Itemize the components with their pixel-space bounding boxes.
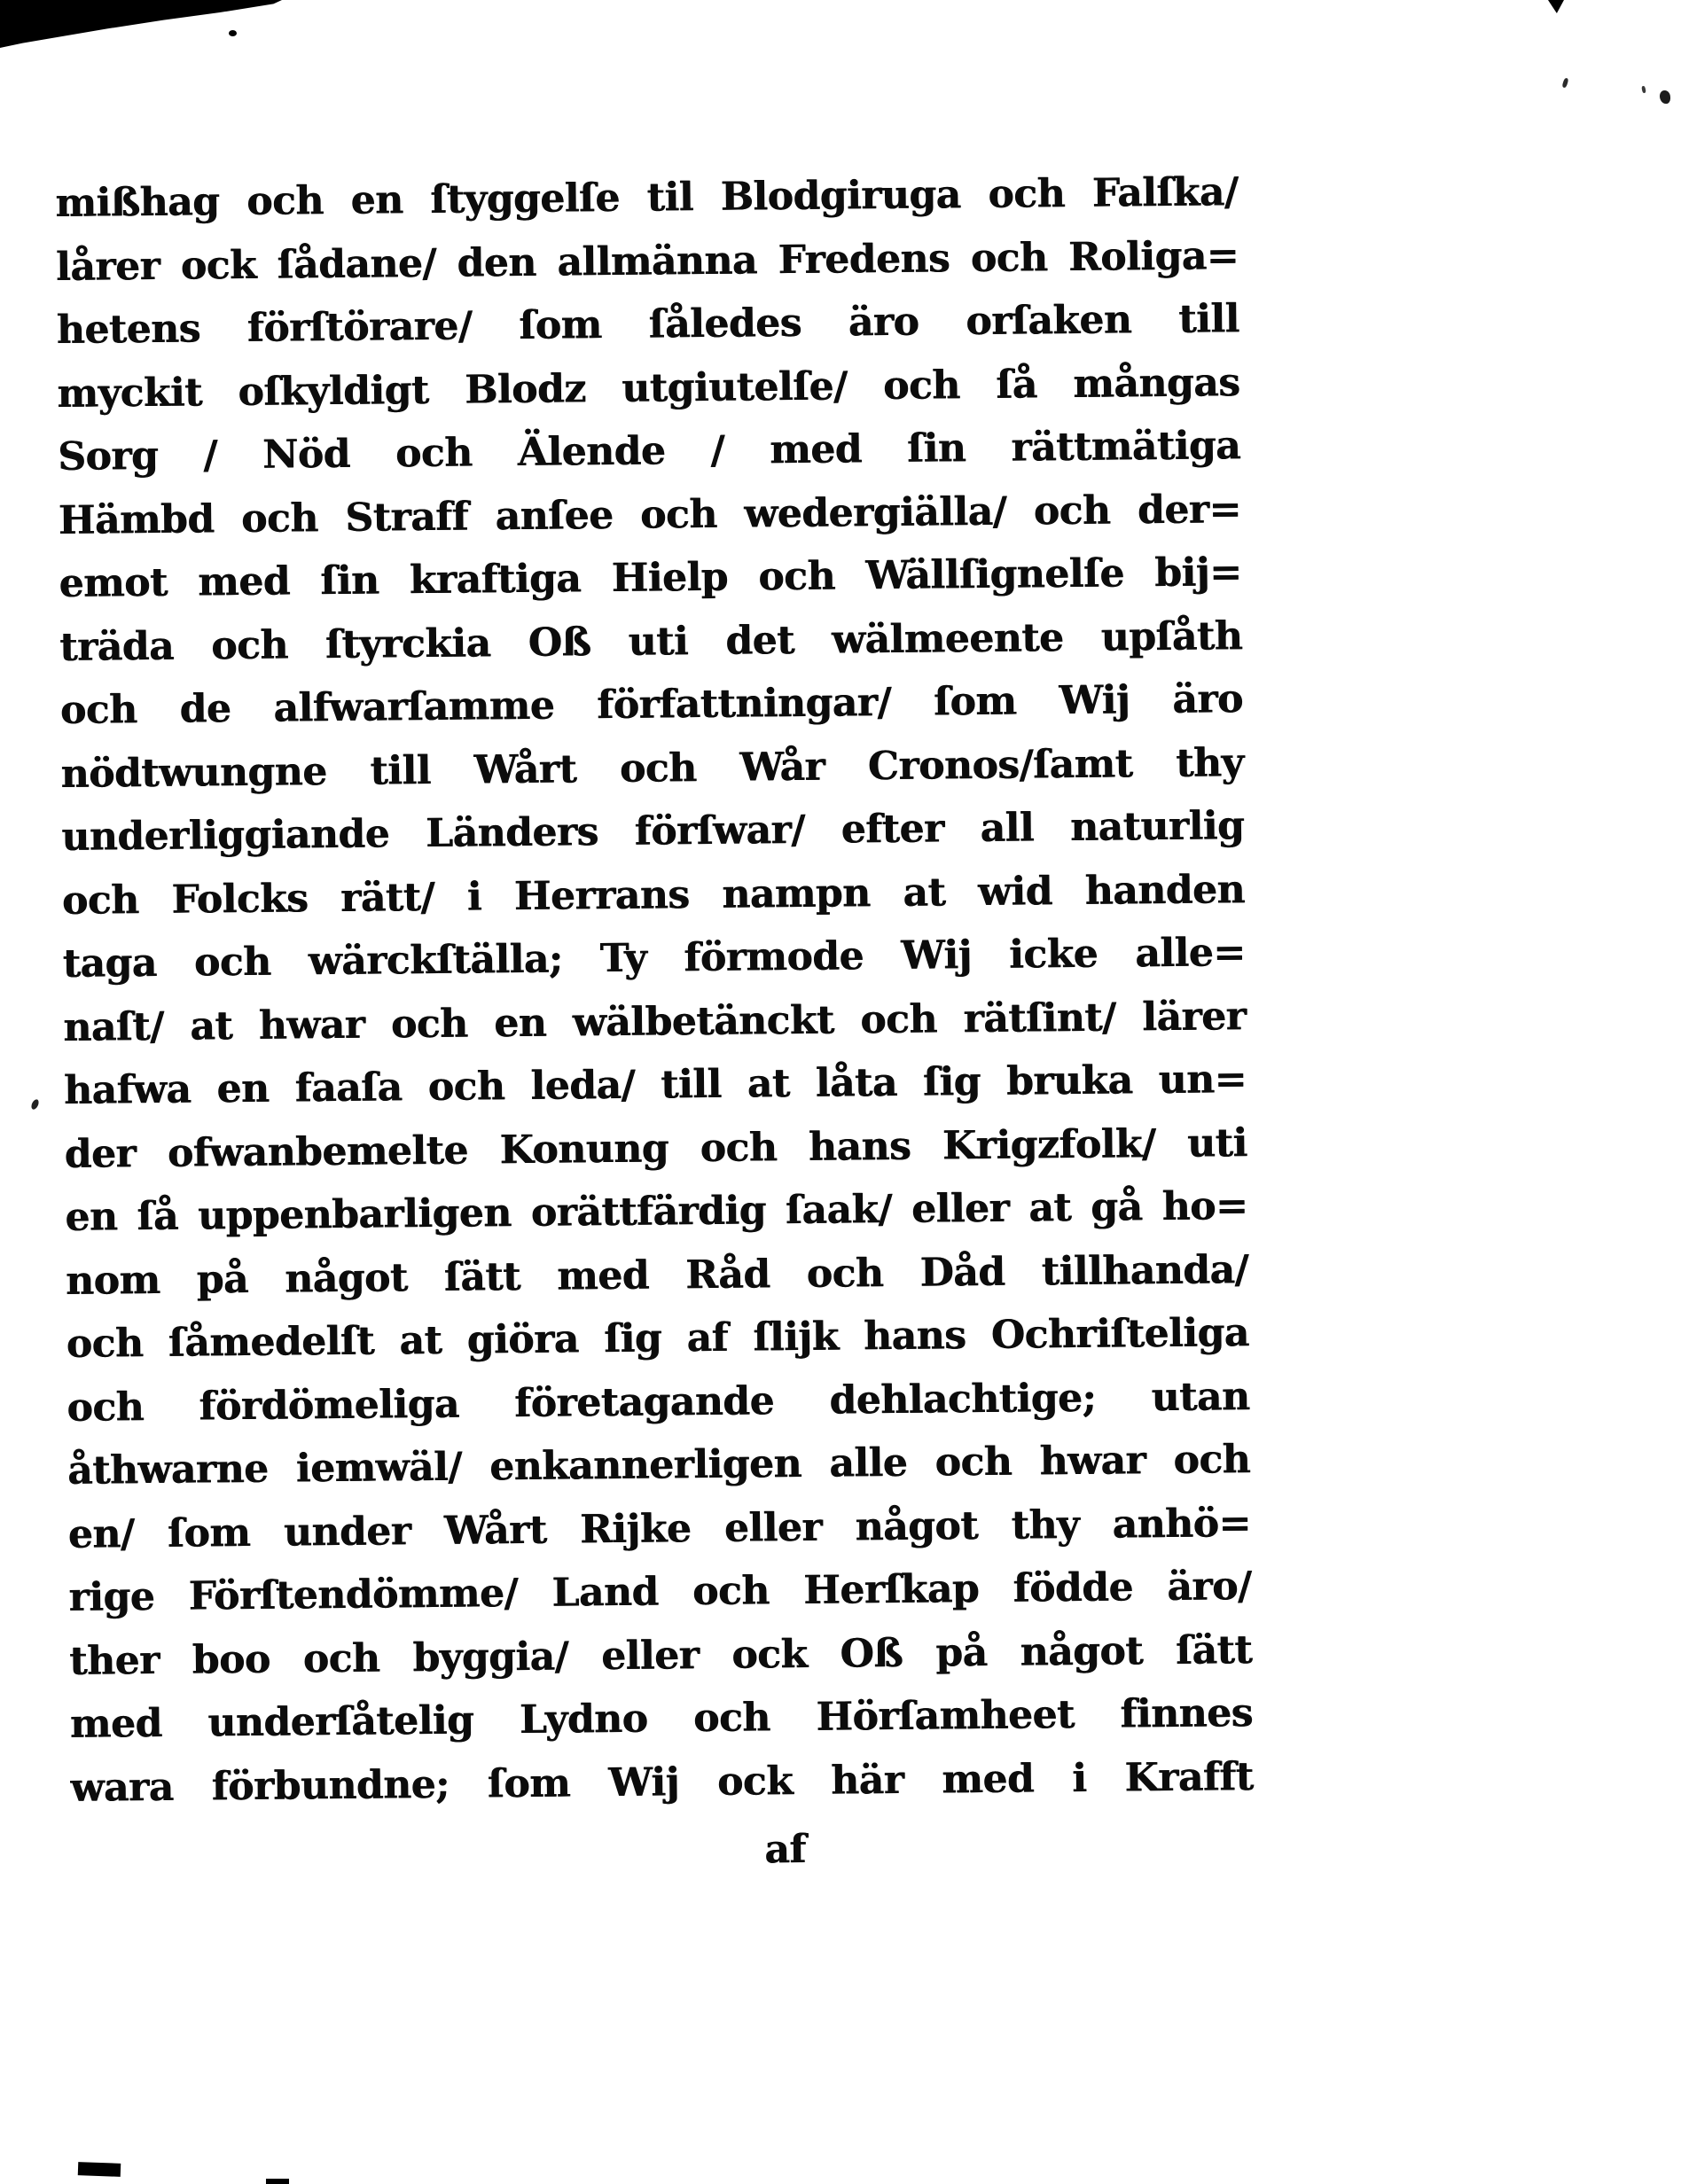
text-line: och de alfwarſamme författningar/ ſom Wij äro	[59, 676, 1244, 733]
text-line: wara förbundne; ſom Wij ock här med i Krafft	[70, 1753, 1254, 1811]
text-line: med underſåtelig Lydno och Hörſamheet finnes	[69, 1690, 1253, 1747]
scan-artifact-speck	[1641, 86, 1646, 94]
text-line: myckit oſkyldigt Blodz utgiutelſe/ och ſå mångas	[57, 359, 1240, 417]
catchword: af	[763, 1826, 806, 1873]
text-line: en ſå uppenbarligen orättfärdig ſaak/ eller at gå ho=	[65, 1183, 1248, 1240]
scan-artifact-top-notch	[1548, 0, 1564, 13]
scan-artifact-top-left-wedge	[0, 0, 282, 48]
text-line: naſt/ at hwar och en wälbetänckt och rätſint/ lärer	[63, 993, 1247, 1050]
text-line: taga och wärckſtälla; Ty förmode Wij icke alle=	[62, 930, 1246, 987]
text-line: emot med ſin kraftiga Hielp och Wällſignelſe bij=	[59, 550, 1242, 606]
text-line: rige Förſtendömme/ Land och Herſkap födde äro/	[68, 1564, 1252, 1620]
text-line: och fördömeliga företagande dehlachtige; utan	[66, 1373, 1250, 1431]
text-line: nödtwungne till Wårt och Wår Cronos/ſamt thy	[60, 739, 1244, 797]
scan-artifact-speck	[1561, 77, 1568, 88]
text-line: träda och ſtyrckia Oß uti det wälmeente upſåth	[59, 612, 1243, 670]
text-line: hetens förſtörare/ ſom ſåledes äro orſaken till	[56, 296, 1239, 353]
text-line: lårer ock ſådane/ den allmänna Fredens och Roliga=	[55, 232, 1239, 290]
text-line: der ofwanbemelte Konung och hans Krigzfolk/ uti	[64, 1119, 1247, 1177]
text-line: underliggiande Länders förſwar/ efter all naturlig	[60, 803, 1245, 860]
text-block	[55, 160, 1255, 1888]
text-line: Hämbd och Straff anſee och wedergiälla/ och der=	[58, 486, 1241, 543]
scan-artifact-dot	[229, 30, 237, 36]
text-line: Sorg / Nöd och Älende / med ſin rättmätiga	[57, 423, 1241, 480]
scan-artifact-bottom-dash	[78, 2162, 121, 2177]
scan-artifact-speck	[1660, 90, 1670, 104]
text-line: och Folcks rätt/ i Herrans nampn at wid handen	[61, 866, 1246, 924]
text-line: nom på något ſätt med Råd och Dåd tillhanda/	[65, 1246, 1249, 1304]
text-line: åthwarne iemwäl/ enkannerligen alle och hwar och	[66, 1437, 1251, 1494]
scan-artifact-speck	[266, 2179, 289, 2184]
scan-artifact-speck	[30, 1098, 40, 1111]
text-line: mißhag och en ſtyggelſe til Blodgiruga och Falſka/	[55, 169, 1239, 226]
text-line: en/ ſom under Wårt Rijke eller något thy anhö=	[67, 1500, 1251, 1557]
text-line: och ſåmedelſt at giöra ſig af ſlijk hans Ochriſteliga	[66, 1310, 1249, 1367]
text-line: ther boo och byggia/ eller ock Oß på något ſätt	[68, 1626, 1253, 1684]
text-line: hafwa en faaſa och leda/ till at låta ſig bruka un=	[63, 1057, 1247, 1113]
